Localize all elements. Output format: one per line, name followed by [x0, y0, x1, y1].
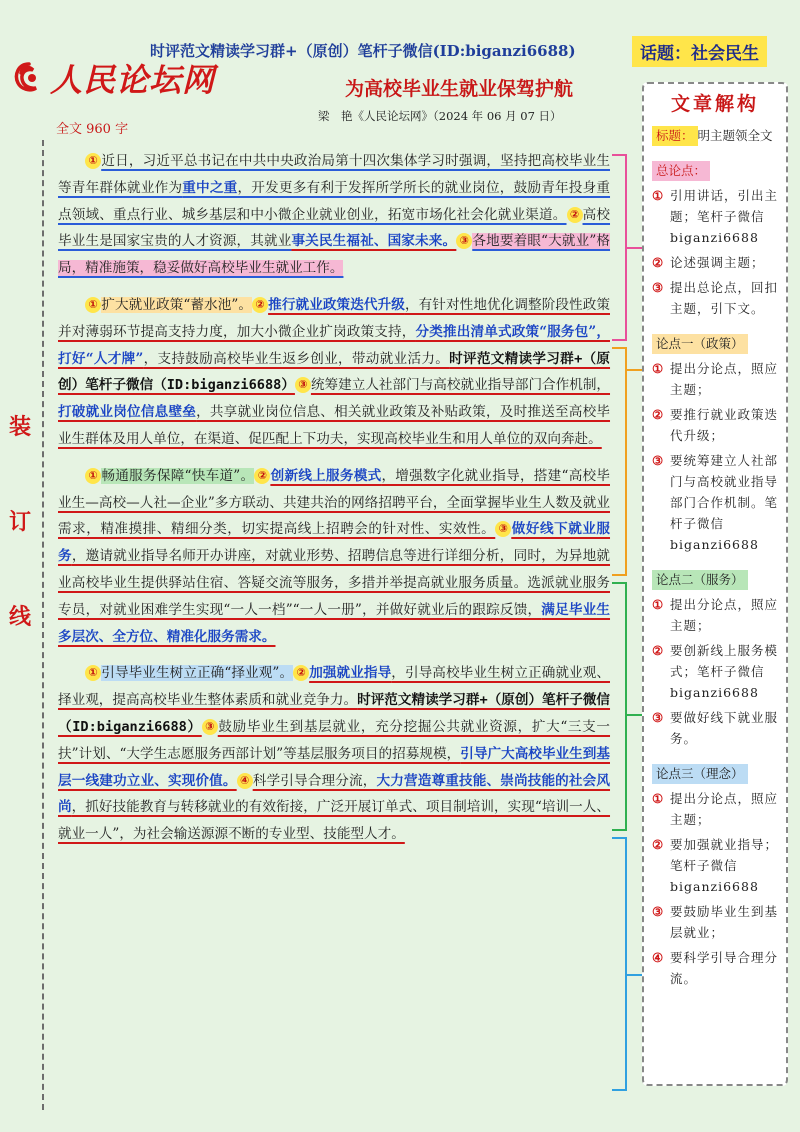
list-item: ② 要加强就业指导；笔杆子微信 biganzi6688 — [652, 837, 779, 894]
bracket-blue — [612, 838, 642, 1090]
list-item: ① 引用讲话，引出主题；笔杆子微信 biganzi6688 — [652, 188, 779, 245]
sidebar-point1-section — [652, 333, 778, 555]
bracket-orange — [612, 348, 642, 575]
list-item: ③ 要鼓励毕业生到基层就业； — [652, 904, 779, 940]
sidebar-point3-section — [652, 763, 778, 989]
list-item: ① 提出分论点，照应主题； — [652, 791, 779, 827]
paragraph-policy: ① 扩大就业政策“蓄水池”。 ② 推行就业政策迭代升级，有针对性地优化调整阶段性政策并对薄弱环节提高支持力度，加大小微企业扩岗政策支持，分类推出清单式政策“服务包”，打好“人才牌”，支持鼓励高校毕业生返乡创业，带动就业活力。时评范文精读学习群+（原创）笔杆子微信（ID:biganzi6688） ③ 统筹建立人社部门与高校就业指导部门合作机制，打破就业岗位信息壁垒，共享就业岗位信息、相关就业政策及补贴政策，及时推送至高校毕业生群体及用人单位，在渠道、促匹配上下功夫，实现高校毕业生和用人单位的双向奔赴。 — [58, 296, 611, 447]
list-item: ① 提出分论点，照应主题； — [652, 597, 779, 633]
topic-tag: 话题：社会民生 — [632, 36, 767, 67]
list-item: ② 要推行就业政策迭代升级； — [652, 407, 779, 443]
article-body — [58, 148, 610, 848]
byline: 梁 艳《人民论坛网》（2024 年 06 月 07 日） — [318, 109, 562, 123]
list-item: ③ 要做好线下就业服务。 — [652, 710, 779, 746]
paragraph-service: ① 畅通服务保障“快车道”。 ② 创新线上服务模式，增强数字化就业指导，搭建“高校毕业生—高校—人社—企业”多方联动、共建共治的网络招聘平台，全面掌握毕业生人数及就业需求，精准摸排、精细分类，切实提高线上招聘会的针对性、实效性。 ③ 做好线下就业服务，邀请就业指导名师开办讲座，对就业形势、招聘信息等进行详细分析，同时，为异地就业高校毕业生提供驿站住宿、答疑交流等服务，多措并举提高就业服务质量。选派就业服务专员，对就业困难学生实现“一人一档”“一人一册”，并做好就业后的跟踪反馈，满足毕业生多层次、全方位、精准化服务需求。 — [58, 467, 611, 645]
binding-char-2: 订 — [8, 509, 31, 535]
tag-point1: 论点一（政策） — [652, 334, 748, 354]
sidebar-total-section — [652, 160, 778, 319]
bracket-green — [612, 583, 642, 830]
tag-point3: 论点三（理念） — [652, 764, 748, 784]
binding-char-3: 线 — [8, 604, 31, 630]
tag-point2: 论点二（服务） — [652, 570, 748, 590]
logo-text: 人民论坛网 — [50, 61, 216, 99]
list-item: ④ 要科学引导合理分流。 — [652, 950, 779, 986]
bracket-pink — [612, 155, 642, 340]
list-item: ③ 要统筹建立人社部门与高校就业指导部门合作机制。笔杆子微信 biganzi6688 — [652, 453, 779, 552]
list-item: ① 提出分论点，照应主题； — [652, 361, 779, 397]
list-item: ② 论述强调主题； — [652, 255, 765, 270]
sidebar-title: 文章解构 — [670, 93, 759, 115]
paragraph-concept: ① 引导毕业生树立正确“择业观”。 ② 加强就业指导，引导高校毕业生树立正确就业观、择业观，提高高校毕业生整体素质和就业竞争力。时评范文精读学习群+（原创）笔杆子微信（ID:biganzi6688） ③ 鼓励毕业生到基层就业，充分挖掘公共就业资源，扩大“三支一扶”计划、“大学生志愿服务西部计划”等基层服务项目的招募规模，引导广大高校毕业生到基层一线建功立业、实现价值。 ④ 科学引导合理分流，大力营造尊重技能、崇尚技能的社会风尚，抓好技能教育与转移就业的有效衔接，广泛开展订单式、项目制培训，实现“培训一人、就业一人”，为社会输送源源不断的专业型、技能型人才。 — [58, 665, 611, 843]
binding-char-1: 装 — [8, 414, 31, 440]
paragraph-intro: ① 近日，习近平总书记在中共中央政治局第十四次集体学习时强调，坚持把高校毕业生等青年群体就业作为重中之重，开发更多有利于发挥所学所长的就业岗位，鼓励青年投身重点领域、重点行业、城乡基层和中小微企业就业创业，拓宽市场化社会化就业渠道。 ② 高校毕业生是国家宝贵的人才资源，其就业事关民生福祉、国家未来。 ③ 各地要着眼“大就业”格局，精准施策，稳妥做好高校毕业生就业工作。 — [58, 153, 611, 277]
list-item: ② 要创新线上服务模式；笔杆子微信 biganzi6688 — [652, 643, 779, 700]
promo-banner: 时评范文精读学习群+（原创）笔杆子微信(ID:biganzi6688) — [150, 42, 576, 60]
structure-sidebar — [642, 82, 788, 1086]
sidebar-title-row: 标题： 明主题领全文 — [652, 125, 778, 146]
article-title: 为高校毕业生就业保驾护航 — [345, 78, 574, 100]
tag-total: 总论点： — [652, 161, 710, 181]
sidebar-point2-section — [652, 569, 778, 749]
word-count: 全文 960 字 — [56, 122, 129, 137]
list-item: ③ 提出总论点，回扣主题，引下文。 — [652, 280, 779, 316]
